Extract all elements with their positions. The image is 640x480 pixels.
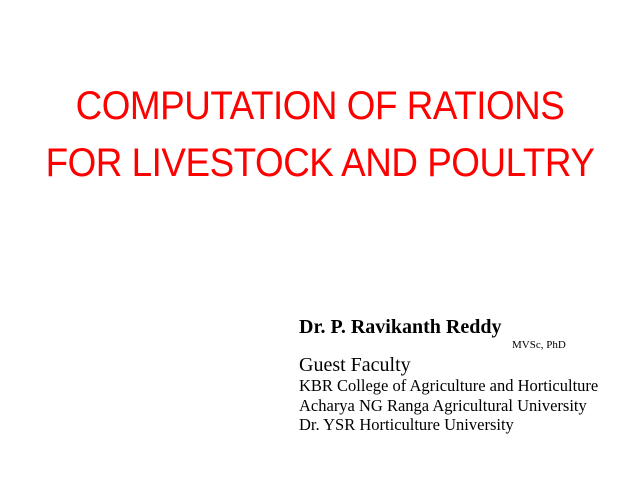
title-line-1: COMPUTATION OF RATIONS (75, 84, 565, 128)
author-block (299, 316, 598, 435)
author-degrees: MVSc, PhD (512, 339, 566, 351)
affiliation-college: KBR College of Agriculture and Horticulture (299, 376, 599, 395)
affiliation-horticulture-university: Dr. YSR Horticulture University (299, 415, 514, 434)
author-name: Dr. P. Ravikanth Reddy (299, 316, 502, 338)
title-line-2: FOR LIVESTOCK AND POULTRY (45, 141, 595, 185)
author-role: Guest Faculty (299, 354, 411, 376)
affiliation-university: Acharya NG Ranga Agricultural University (299, 395, 587, 415)
slide-title (26, 78, 615, 192)
